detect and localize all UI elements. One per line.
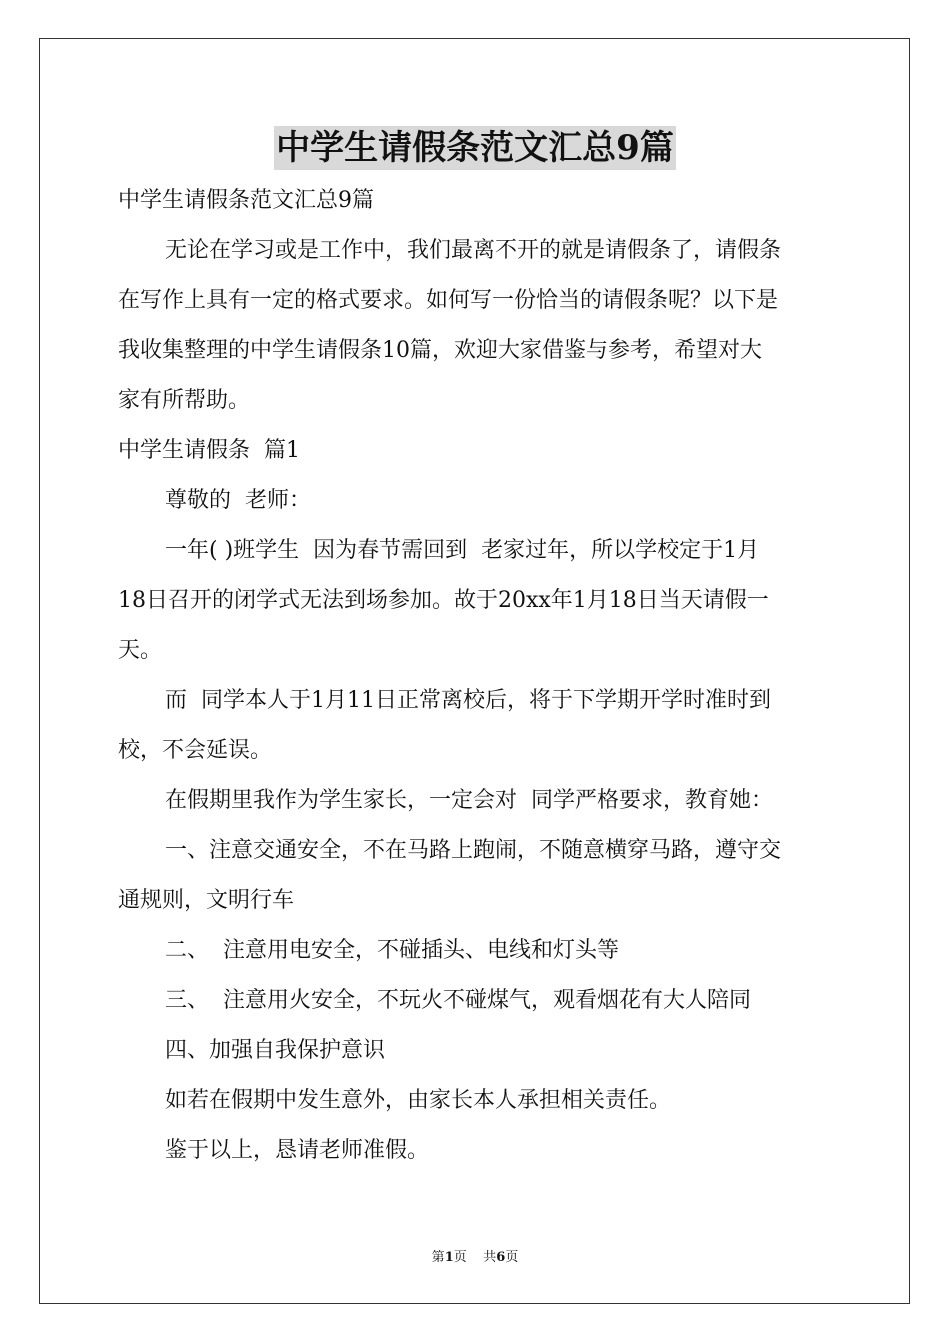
footer-total-pages: 6 — [496, 1250, 506, 1265]
page-footer — [0, 1246, 950, 1265]
text-line: 一年( )班学生 因为春节需回到 老家过年，所以学校定于1月 — [165, 538, 760, 563]
text-line: 四、加强自我保护意识 — [165, 1038, 386, 1063]
footer-suffix: 页 — [505, 1250, 519, 1265]
text-line: 无论在学习或是工作中，我们最离不开的就是请假条了，请假条 — [165, 238, 782, 263]
text-line: 校，不会延误。 — [118, 738, 273, 763]
footer-prefix: 第 — [431, 1250, 445, 1265]
document-body — [118, 176, 838, 1176]
text-line: 中学生请假条范文汇总9篇 — [118, 188, 374, 213]
footer-mid: 页 共 — [453, 1250, 497, 1265]
text-line: 天。 — [118, 638, 163, 663]
document-title: 中学生请假条范文汇总9篇 — [276, 128, 674, 168]
text-line: 中学生请假条 篇1 — [118, 438, 300, 463]
text-line: 如若在假期中发生意外，由家长本人承担相关责任。 — [165, 1088, 672, 1113]
text-line: 尊敬的 老师： — [165, 488, 311, 513]
text-line: 二、 注意用电安全，不碰插头、电线和灯头等 — [165, 938, 619, 963]
text-line: 三、 注意用火安全，不玩火不碰煤气，观看烟花有大人陪同 — [165, 988, 751, 1013]
title-container — [0, 126, 950, 170]
text-line: 我收集整理的中学生请假条10篇，欢迎大家借鉴与参考，希望对大 — [118, 338, 762, 363]
text-line: 18日召开的闭学式无法到场参加。故于20xx年1月18日当天请假一 — [118, 588, 769, 613]
footer-current-page: 1 — [444, 1250, 454, 1265]
text-line: 在假期里我作为学生家长，一定会对 同学严格要求，教育她： — [165, 788, 773, 813]
text-line: 一、注意交通安全，不在马路上跑闹，不随意横穿马路，遵守交 — [165, 838, 782, 863]
text-line: 家有所帮助。 — [118, 388, 251, 413]
text-line: 在写作上具有一定的格式要求。如何写一份恰当的请假条呢？以下是 — [118, 288, 779, 313]
text-line: 鉴于以上，恳请老师准假。 — [165, 1138, 430, 1163]
text-line: 通规则，文明行车 — [118, 888, 295, 913]
text-line: 而 同学本人于1月11日正常离校后，将于下学期开学时准时到 — [165, 688, 771, 713]
